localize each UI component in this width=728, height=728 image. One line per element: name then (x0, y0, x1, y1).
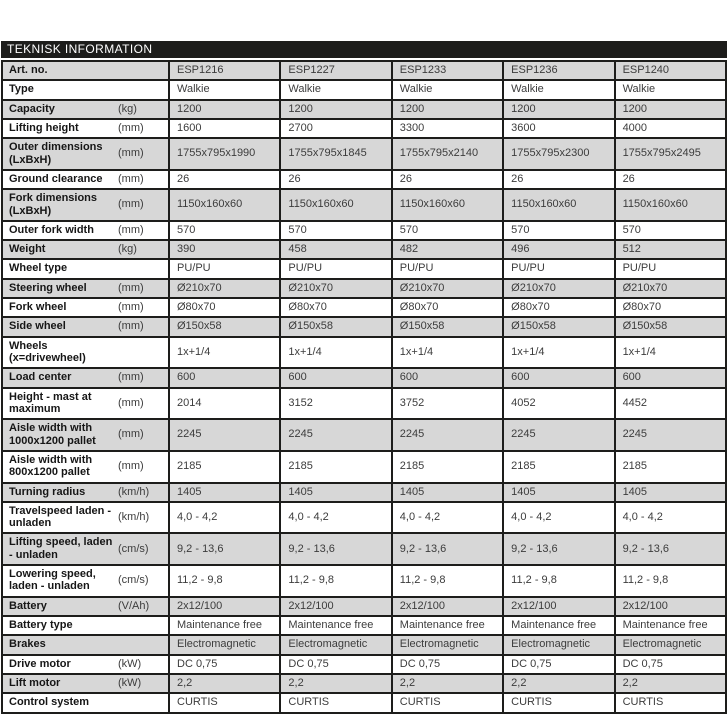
row-label: Weight (9, 243, 46, 256)
value-cell: 1200 (169, 100, 280, 119)
value-cell: Maintenance free (392, 616, 503, 635)
value-cell: Maintenance free (503, 616, 614, 635)
value-cell: 1405 (169, 483, 280, 502)
row-unit: (mm) (118, 371, 144, 384)
value-cell: Electromagnetic (392, 635, 503, 654)
row-label-cell (2, 298, 169, 317)
value-cell: 3152 (280, 388, 391, 420)
value-cell: 1405 (392, 483, 503, 502)
row-label-cell (2, 502, 169, 534)
row-unit: (cm/s) (118, 542, 149, 555)
value-cell: Ø210x70 (280, 279, 391, 298)
value-cell: PU/PU (280, 259, 391, 278)
value-cell: 4,0 - 4,2 (169, 502, 280, 534)
row-label: Aisle width with 1000x1200 pallet (9, 422, 96, 447)
value-cell: Ø80x70 (615, 298, 726, 317)
value-cell: 2,2 (280, 674, 391, 693)
row-unit: (mm) (118, 428, 144, 441)
header-label-cell (2, 61, 169, 80)
row-label-cell (2, 138, 169, 170)
table-row (2, 221, 726, 240)
value-cell: 2245 (169, 419, 280, 451)
value-cell: Walkie (503, 80, 614, 99)
value-cell: 570 (392, 221, 503, 240)
value-cell: 4452 (615, 388, 726, 420)
value-cell: Ø80x70 (280, 298, 391, 317)
table-head (2, 61, 726, 80)
value-cell: 1755x795x1845 (280, 138, 391, 170)
table-row (2, 597, 726, 616)
table-row (2, 119, 726, 138)
value-cell: 1x+1/4 (392, 337, 503, 369)
value-cell: 1x+1/4 (169, 337, 280, 369)
value-cell: Ø150x58 (392, 317, 503, 336)
value-cell: 9,2 - 13,6 (615, 533, 726, 565)
value-cell: Walkie (169, 80, 280, 99)
table-row (2, 565, 726, 597)
row-label: Outer fork width (9, 223, 94, 236)
value-cell: 3752 (392, 388, 503, 420)
value-cell: Walkie (615, 80, 726, 99)
row-label-cell (2, 170, 169, 189)
row-label: Ground clearance (9, 172, 103, 185)
value-cell: PU/PU (615, 259, 726, 278)
table-row (2, 635, 726, 654)
value-cell: 9,2 - 13,6 (392, 533, 503, 565)
value-cell: 2,2 (392, 674, 503, 693)
row-label: Lift motor (9, 676, 61, 689)
value-cell: Ø210x70 (503, 279, 614, 298)
spec-table (1, 60, 727, 714)
value-cell: DC 0,75 (169, 655, 280, 674)
row-unit: (mm) (118, 121, 144, 134)
value-cell: 1405 (280, 483, 391, 502)
value-cell: PU/PU (169, 259, 280, 278)
table-row (2, 189, 726, 221)
value-cell: 2x12/100 (169, 597, 280, 616)
value-cell: 26 (503, 170, 614, 189)
value-cell: Electromagnetic (280, 635, 391, 654)
column-header: ESP1236 (503, 61, 614, 80)
row-label-cell (2, 674, 169, 693)
row-unit: (kg) (118, 102, 137, 115)
value-cell: 26 (280, 170, 391, 189)
table-row (2, 317, 726, 336)
table-row (2, 483, 726, 502)
row-label: Lowering speed, laden - unladen (9, 568, 96, 593)
value-cell: 1405 (503, 483, 614, 502)
value-cell: Ø150x58 (503, 317, 614, 336)
value-cell: CURTIS (392, 693, 503, 712)
row-label: Height - mast at maximum (9, 390, 92, 415)
value-cell: 600 (280, 368, 391, 387)
value-cell: 4,0 - 4,2 (392, 502, 503, 534)
value-cell: Walkie (280, 80, 391, 99)
row-unit: (V/Ah) (118, 599, 150, 612)
value-cell: 1200 (280, 100, 391, 119)
row-label: Battery type (9, 619, 73, 631)
value-cell: 9,2 - 13,6 (169, 533, 280, 565)
value-cell: 2245 (615, 419, 726, 451)
table-row (2, 259, 726, 278)
row-unit: (mm) (118, 460, 144, 473)
row-label: Control system (9, 696, 90, 709)
value-cell: CURTIS (169, 693, 280, 712)
value-cell: Maintenance free (169, 616, 280, 635)
value-cell: PU/PU (392, 259, 503, 278)
table-row (2, 337, 726, 369)
value-cell: Ø150x58 (169, 317, 280, 336)
value-cell: 600 (169, 368, 280, 387)
value-cell: 2245 (392, 419, 503, 451)
table-row (2, 502, 726, 534)
value-cell: 1x+1/4 (280, 337, 391, 369)
table-row (2, 100, 726, 119)
row-unit: (mm) (118, 172, 144, 185)
row-label-cell (2, 80, 169, 99)
row-label: Travelspeed laden - unladen (9, 504, 112, 530)
value-cell: 1x+1/4 (503, 337, 614, 369)
row-label: Wheels (x=drivewheel) (9, 339, 86, 364)
value-cell: 3300 (392, 119, 503, 138)
value-cell: 1150x160x60 (503, 189, 614, 221)
value-cell: Ø80x70 (169, 298, 280, 317)
row-label-cell (2, 483, 169, 502)
value-cell: Electromagnetic (503, 635, 614, 654)
row-label: Outer dimensions (LxBxH) (9, 141, 103, 166)
value-cell: 1x+1/4 (615, 337, 726, 369)
value-cell: 482 (392, 240, 503, 259)
row-unit: (mm) (118, 301, 144, 314)
value-cell: 570 (503, 221, 614, 240)
row-unit: (kW) (118, 676, 142, 689)
value-cell: 1755x795x2140 (392, 138, 503, 170)
row-label-cell (2, 533, 169, 565)
table-row (2, 279, 726, 298)
row-label-cell (2, 635, 169, 654)
table-row (2, 674, 726, 693)
row-label: Capacity (9, 102, 55, 115)
row-label-cell (2, 565, 169, 597)
value-cell: 4,0 - 4,2 (503, 502, 614, 534)
row-label: Fork dimensions (LxBxH) (9, 192, 98, 217)
row-label: Turning radius (9, 485, 86, 498)
value-cell: 570 (615, 221, 726, 240)
value-cell: Ø80x70 (392, 298, 503, 317)
row-label: Load center (9, 371, 72, 384)
value-cell: CURTIS (615, 693, 726, 712)
value-cell: 2,2 (169, 674, 280, 693)
row-label-cell (2, 655, 169, 674)
value-cell: 9,2 - 13,6 (503, 533, 614, 565)
value-cell: Walkie (392, 80, 503, 99)
value-cell: 11,2 - 9,8 (615, 565, 726, 597)
row-label-cell (2, 240, 169, 259)
value-cell: 11,2 - 9,8 (392, 565, 503, 597)
value-cell: Ø210x70 (615, 279, 726, 298)
row-unit: (kW) (118, 657, 142, 670)
row-label: Aisle width with 800x1200 pallet (9, 453, 93, 479)
table-row (2, 138, 726, 170)
value-cell: DC 0,75 (392, 655, 503, 674)
row-label-cell (2, 388, 169, 420)
value-cell: 4,0 - 4,2 (280, 502, 391, 534)
value-cell: DC 0,75 (503, 655, 614, 674)
value-cell: 496 (503, 240, 614, 259)
value-cell: 26 (615, 170, 726, 189)
row-label: Art. no. (9, 64, 48, 76)
value-cell: 11,2 - 9,8 (280, 565, 391, 597)
value-cell: 1150x160x60 (280, 189, 391, 221)
value-cell: 26 (392, 170, 503, 189)
table-row (2, 655, 726, 674)
value-cell: 2014 (169, 388, 280, 420)
value-cell: 4000 (615, 119, 726, 138)
value-cell: 512 (615, 240, 726, 259)
row-label-cell (2, 259, 169, 278)
row-unit: (mm) (118, 223, 144, 236)
table-row (2, 419, 726, 451)
table-row (2, 240, 726, 259)
column-header: ESP1227 (280, 61, 391, 80)
value-cell: 1150x160x60 (169, 189, 280, 221)
row-label: Lifting speed, laden - unladen (9, 536, 113, 561)
row-label: Brakes (9, 638, 46, 651)
row-label: Drive motor (9, 657, 71, 670)
value-cell: Ø80x70 (503, 298, 614, 317)
value-cell: Maintenance free (615, 616, 726, 635)
row-label-cell (2, 451, 169, 483)
table-body (2, 80, 726, 712)
row-unit: (km/h) (118, 510, 150, 523)
value-cell: 1755x795x1990 (169, 138, 280, 170)
row-label: Battery (9, 599, 47, 612)
row-label-cell (2, 189, 169, 221)
row-label-cell (2, 317, 169, 336)
table-row (2, 616, 726, 635)
row-label: Fork wheel (9, 301, 67, 314)
value-cell: 1200 (615, 100, 726, 119)
table-row (2, 368, 726, 387)
table-row (2, 451, 726, 483)
table-row (2, 533, 726, 565)
value-cell: CURTIS (280, 693, 391, 712)
value-cell: 390 (169, 240, 280, 259)
row-label-cell (2, 337, 169, 369)
value-cell: Ø150x58 (280, 317, 391, 336)
table-row (2, 388, 726, 420)
row-label: Steering wheel (9, 281, 87, 294)
value-cell: Ø150x58 (615, 317, 726, 336)
value-cell: 600 (615, 368, 726, 387)
value-cell: 1150x160x60 (392, 189, 503, 221)
value-cell: 2x12/100 (503, 597, 614, 616)
row-unit: (mm) (118, 396, 144, 409)
value-cell: 458 (280, 240, 391, 259)
row-unit: (mm) (118, 147, 144, 160)
value-cell: 2x12/100 (280, 597, 391, 616)
row-unit: (mm) (118, 281, 144, 294)
value-cell: 600 (392, 368, 503, 387)
row-label-cell (2, 221, 169, 240)
row-label-cell (2, 693, 169, 712)
value-cell: 4052 (503, 388, 614, 420)
row-label: Side wheel (9, 320, 66, 333)
row-label-cell (2, 368, 169, 387)
value-cell: 1200 (392, 100, 503, 119)
value-cell: 2185 (503, 451, 614, 483)
row-label-cell (2, 119, 169, 138)
row-label-cell (2, 279, 169, 298)
row-unit: (mm) (118, 198, 144, 211)
column-header: ESP1233 (392, 61, 503, 80)
row-label-cell (2, 597, 169, 616)
column-header: ESP1216 (169, 61, 280, 80)
value-cell: 2700 (280, 119, 391, 138)
value-cell: 1150x160x60 (615, 189, 726, 221)
value-cell: PU/PU (503, 259, 614, 278)
column-header: ESP1240 (615, 61, 726, 80)
table-row (2, 170, 726, 189)
table-row (2, 298, 726, 317)
value-cell: 570 (280, 221, 391, 240)
value-cell: 1405 (615, 483, 726, 502)
value-cell: 9,2 - 13,6 (280, 533, 391, 565)
value-cell: 570 (169, 221, 280, 240)
value-cell: DC 0,75 (280, 655, 391, 674)
value-cell: Ø210x70 (169, 279, 280, 298)
value-cell: 2185 (169, 451, 280, 483)
table-title: TEKNISK INFORMATION (1, 41, 727, 58)
row-unit: (cm/s) (118, 574, 149, 587)
value-cell: DC 0,75 (615, 655, 726, 674)
row-label: Lifting height (9, 121, 79, 134)
value-cell: 4,0 - 4,2 (615, 502, 726, 534)
value-cell: 3600 (503, 119, 614, 138)
value-cell: 2245 (280, 419, 391, 451)
table-row (2, 693, 726, 712)
value-cell: 2x12/100 (615, 597, 726, 616)
value-cell: 2185 (615, 451, 726, 483)
value-cell: 1200 (503, 100, 614, 119)
table-row (2, 80, 726, 99)
row-label: Type (9, 83, 34, 96)
value-cell: Electromagnetic (615, 635, 726, 654)
value-cell: 11,2 - 9,8 (169, 565, 280, 597)
value-cell: Maintenance free (280, 616, 391, 635)
value-cell: 1755x795x2300 (503, 138, 614, 170)
value-cell: 11,2 - 9,8 (503, 565, 614, 597)
row-unit: (mm) (118, 320, 144, 333)
row-label-cell (2, 419, 169, 451)
row-unit: (km/h) (118, 485, 150, 498)
value-cell: 2245 (503, 419, 614, 451)
value-cell: 2,2 (615, 674, 726, 693)
value-cell: Ø210x70 (392, 279, 503, 298)
value-cell: 2185 (392, 451, 503, 483)
value-cell: Electromagnetic (169, 635, 280, 654)
row-unit: (kg) (118, 243, 137, 256)
table-header-row (2, 61, 726, 80)
value-cell: 1755x795x2495 (615, 138, 726, 170)
value-cell: 2x12/100 (392, 597, 503, 616)
value-cell: CURTIS (503, 693, 614, 712)
row-label-cell (2, 100, 169, 119)
row-label-cell (2, 616, 169, 635)
value-cell: 600 (503, 368, 614, 387)
value-cell: 26 (169, 170, 280, 189)
value-cell: 2185 (280, 451, 391, 483)
value-cell: 2,2 (503, 674, 614, 693)
row-label: Wheel type (9, 262, 68, 275)
value-cell: 1600 (169, 119, 280, 138)
